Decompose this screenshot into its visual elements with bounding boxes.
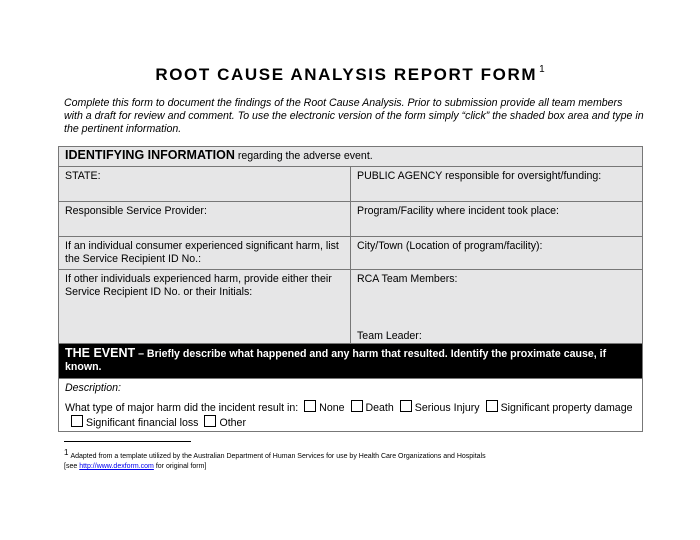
identifying-info-header <box>59 147 643 167</box>
death-label: Death <box>365 402 394 414</box>
provider-label: Responsible Service Provider: <box>65 205 207 217</box>
state-field[interactable] <box>59 167 351 202</box>
harm-type-line <box>65 400 636 430</box>
agency-label: PUBLIC AGENCY responsible for oversight/funding: <box>357 170 602 182</box>
intro-instructions: Complete this form to document the findings of the Root Cause Analysis. Prior to submission provide all team members with a draft for review and comment. To use the electronic version of the form simply “click” the shaded box area and type in the pertinent information. <box>64 97 644 135</box>
identifying-heading-rest: regarding the adverse event. <box>234 150 373 162</box>
city-field[interactable] <box>351 237 643 270</box>
event-heading-rest: – Briefly describe what happened and any harm that resulted. Identify the proximate cause, if known. <box>65 348 607 373</box>
facility-label: Program/Facility where incident took place: <box>357 205 559 217</box>
serious-injury-checkbox[interactable] <box>400 400 412 412</box>
team-members-label: RCA Team Members: <box>357 273 458 285</box>
event-description-cell <box>59 379 643 432</box>
financial-loss-checkbox[interactable] <box>71 415 83 427</box>
description-label: Description: <box>65 382 121 394</box>
facility-field[interactable] <box>351 202 643 237</box>
state-label: STATE: <box>65 170 101 182</box>
footnote-mark: 1 <box>64 448 69 457</box>
provider-field[interactable] <box>59 202 351 237</box>
page-title <box>0 64 700 85</box>
none-checkbox[interactable] <box>304 400 316 412</box>
city-label: City/Town (Location of program/facility): <box>357 240 543 252</box>
event-header <box>59 344 643 379</box>
team-field[interactable] <box>351 270 643 344</box>
others-harm-field[interactable] <box>59 270 351 344</box>
others-harm-label: If other individuals experienced harm, provide either their Service Recipient ID No. or their Initials: <box>65 273 332 298</box>
title-footnote-mark: 1 <box>539 64 545 75</box>
serious-injury-label: Serious Injury <box>414 402 480 414</box>
none-label: None <box>319 402 345 414</box>
footnote-line2-suffix: for original form] <box>153 463 207 470</box>
property-damage-checkbox[interactable] <box>486 400 498 412</box>
footnote-divider <box>64 441 191 442</box>
other-label: Other <box>219 417 246 429</box>
financial-loss-label: Significant financial loss <box>86 417 199 429</box>
footnote-line2-prefix: [see <box>64 463 80 470</box>
title-text: ROOT CAUSE ANALYSIS REPORT FORM <box>155 65 538 84</box>
property-damage-label: Significant property damage <box>500 402 633 414</box>
dexform-link[interactable]: http://www.dexform.com <box>79 463 154 470</box>
death-checkbox[interactable] <box>351 400 363 412</box>
consumer-harm-field[interactable] <box>59 237 351 270</box>
team-leader-label: Team Leader: <box>357 330 422 342</box>
other-checkbox[interactable] <box>204 415 216 427</box>
rca-form-table <box>58 146 643 432</box>
event-heading: THE EVENT <box>65 346 136 360</box>
identifying-heading: IDENTIFYING INFORMATION <box>65 148 235 162</box>
consumer-harm-label: If an individual consumer experienced significant harm, list the Service Recipient ID No.: <box>65 240 339 265</box>
footnote <box>64 448 664 472</box>
harm-question: What type of major harm did the incident result in: <box>65 402 299 414</box>
agency-field[interactable] <box>351 167 643 202</box>
footnote-line1: Adapted from a template utilized by the Australian Department of Human Services for use by Health Care Organizations and Hospitals <box>70 453 486 460</box>
